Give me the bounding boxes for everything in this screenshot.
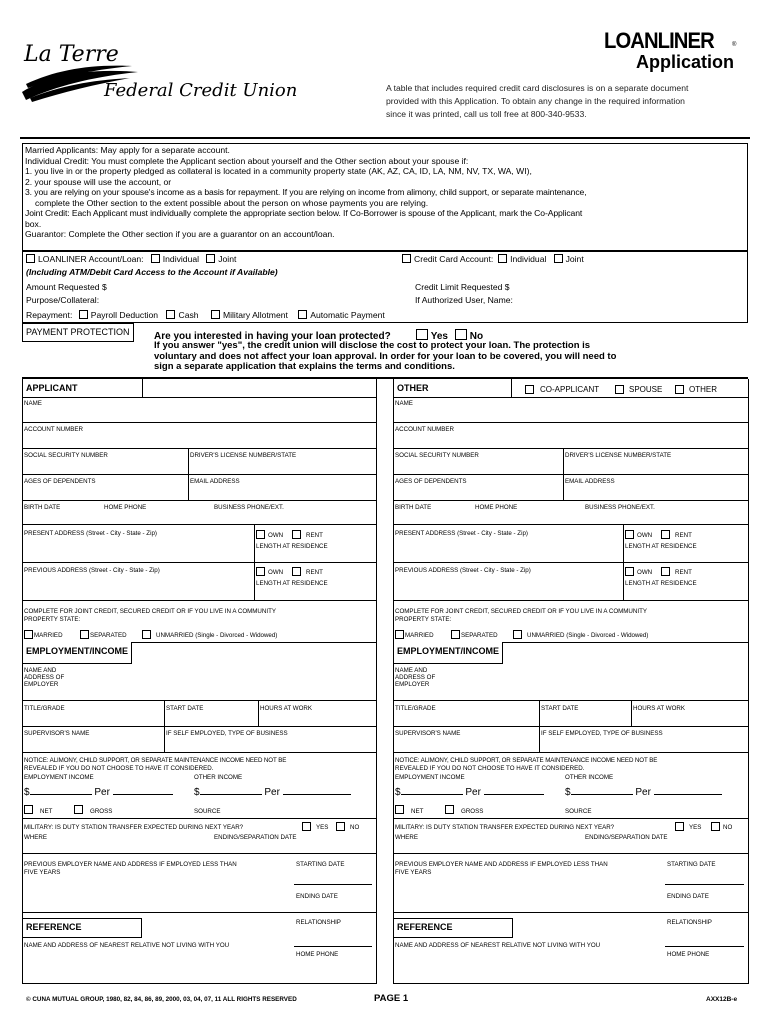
married-label: MARRIED [34, 632, 63, 639]
brand-tm: ® [732, 42, 737, 48]
notice-line-1: NOTICE: ALIMONY, CHILD SUPPORT, OR SEPARATE MAINTENANCE INCOME NEED NOT BE [24, 757, 287, 764]
co-applicant-label: CO-APPLICANT [540, 385, 600, 394]
cc-individual-label: Individual [510, 254, 547, 264]
business-phone-label: BUSINESS PHONE/EXT. [214, 504, 284, 511]
disclosure-line: since it was printed, call us toll free at 800-340-9533. [386, 109, 587, 119]
row-rule [393, 853, 748, 854]
net-checkbox[interactable] [24, 805, 33, 814]
disclosure-line: provided with this Application. To obtain any change in the required information [386, 96, 685, 106]
military-yes-label: YES [689, 824, 702, 831]
self-employed-label: IF SELF EMPLOYED, TYPE OF BUSINESS [541, 730, 663, 737]
individual-label: Individual [162, 254, 200, 264]
payroll-label: Payroll Deduction [90, 310, 159, 320]
employment-income-field[interactable]: $ Per [24, 787, 173, 798]
row-rule [22, 422, 376, 423]
repayment-row [26, 310, 385, 321]
notice-line-1: NOTICE: ALIMONY, CHILD SUPPORT, OR SEPARATE MAINTENANCE INCOME NEED NOT BE [395, 757, 658, 764]
military-label: MILITARY: IS DUTY STATION TRANSFER EXPECTED DURING NEXT YEAR? [395, 824, 615, 831]
employer-label: NAME AND ADDRESS OF EMPLOYER [395, 667, 436, 688]
spouse-checkbox[interactable] [615, 385, 624, 394]
loanliner-label: LOANLINER Account/Loan: [38, 254, 144, 264]
supervisor-field[interactable] [395, 737, 537, 751]
reference-home-phone-label: HOME PHONE [667, 951, 710, 958]
account-number-label: ACCOUNT NUMBER [24, 426, 84, 433]
column-right-border [748, 379, 749, 984]
title-grade-label: TITLE/GRADE [395, 705, 436, 712]
col-rule [563, 448, 564, 474]
other-heading: OTHER [397, 383, 429, 393]
payment-protection-heading: PAYMENT PROTECTION [22, 323, 134, 342]
row-rule [22, 500, 376, 501]
unmarried-label: UNMARRIED (Single - Divorced - Widowed) [527, 632, 649, 639]
col-rule [623, 562, 624, 600]
atm-note: (Including ATM/Debit Card Access to the Account if Available) [26, 267, 278, 277]
supervisor-field[interactable] [24, 737, 162, 751]
cc-joint-checkbox[interactable] [554, 254, 563, 263]
relationship-rule [665, 946, 744, 947]
previous-length-field[interactable] [625, 588, 746, 598]
separated-checkbox[interactable] [80, 630, 89, 639]
ssn-field[interactable] [24, 459, 186, 473]
cc-individual-checkbox[interactable] [498, 254, 507, 263]
ages-field[interactable] [395, 485, 561, 499]
reference-home-phone-label: HOME PHONE [296, 951, 339, 958]
previous-address-label: PREVIOUS ADDRESS (Street - City - State - Zip) [24, 567, 160, 574]
protection-yes-checkbox[interactable] [416, 329, 428, 340]
col-rule [539, 700, 540, 726]
present-length-label: LENGTH AT RESIDENCE [625, 543, 697, 550]
birth-date-field[interactable] [395, 511, 465, 523]
self-employed-label: IF SELF EMPLOYED, TYPE OF BUSINESS [166, 730, 288, 737]
military-allotment-checkbox[interactable] [211, 310, 220, 319]
intro-line: Married Applicants: May apply for a separate account. [25, 145, 230, 155]
gross-label: GROSS [461, 808, 484, 815]
ages-label: AGES OF DEPENDENTS [24, 478, 96, 485]
supervisor-label: SUPERVISOR'S NAME [24, 730, 90, 737]
employer-label: NAME AND ADDRESS OF EMPLOYER [24, 667, 65, 688]
intro-text [25, 145, 747, 240]
applicant-heading: APPLICANT [26, 383, 78, 393]
ssn-label: SOCIAL SECURITY NUMBER [24, 452, 108, 459]
row-rule [22, 562, 376, 563]
form-code: AXX12B-e [706, 996, 738, 1003]
present-length-label: LENGTH AT RESIDENCE [256, 543, 328, 550]
reference-field[interactable] [395, 950, 661, 982]
present-address-label: PRESENT ADDRESS (Street - City - State - Zip) [24, 530, 157, 537]
previous-address-field[interactable] [24, 575, 250, 599]
prev-employer-label-2: FIVE YEARS [395, 869, 432, 876]
credit-card-label: Credit Card Account: [414, 254, 494, 264]
brand-text: LOANLINER [604, 28, 714, 53]
relationship-label: RELATIONSHIP [667, 919, 712, 926]
disclosure-line: A table that includes required credit card disclosures is on a separate document [386, 83, 689, 93]
row-rule [393, 448, 748, 449]
present-rent-label: RENT [306, 532, 323, 539]
row-rule [22, 912, 376, 913]
page-number: PAGE 1 [374, 993, 409, 1004]
hours-label: HOURS AT WORK [633, 705, 686, 712]
col-rule [188, 448, 189, 474]
col-rule [254, 524, 255, 562]
previous-length-label: LENGTH AT RESIDENCE [625, 580, 697, 587]
col-rule [563, 474, 564, 500]
home-phone-label: HOME PHONE [104, 504, 147, 511]
email-label: EMAIL ADDRESS [565, 478, 615, 485]
protection-text [154, 341, 616, 373]
row-rule [393, 562, 748, 563]
intro-line: 3. you are relying on your spouse's income as a basis for repayment. If you are relying on income from alimony, child support, or separate maintenance, [25, 187, 587, 197]
starting-date-rule [665, 884, 744, 885]
previous-rent-label: RENT [306, 569, 323, 576]
dl-label: DRIVER'S LICENSE NUMBER/STATE [565, 452, 672, 459]
repayment-label: Repayment: [26, 310, 73, 320]
col-rule [164, 700, 165, 726]
relationship-rule [294, 946, 372, 947]
supervisor-label: SUPERVISOR'S NAME [395, 730, 461, 737]
protection-no-label: No [469, 331, 484, 342]
row-rule [393, 524, 748, 525]
business-phone-field[interactable] [585, 511, 744, 523]
military-yes-label: YES [316, 824, 329, 831]
military-no-checkbox[interactable] [336, 822, 345, 831]
row-rule [22, 448, 376, 449]
unmarried-label: UNMARRIED (Single - Divorced - Widowed) [156, 632, 278, 639]
starting-date-label: STARTING DATE [296, 861, 345, 868]
where-label: WHERE [395, 834, 419, 841]
row-rule [393, 700, 748, 701]
home-phone-field[interactable] [475, 511, 575, 523]
relationship-label: RELATIONSHIP [296, 919, 341, 926]
starting-date-label: STARTING DATE [667, 861, 716, 868]
present-own-label: OWN [637, 532, 653, 539]
dl-field[interactable] [565, 459, 746, 473]
previous-rent-label: RENT [675, 569, 692, 576]
married-label: MARRIED [405, 632, 434, 639]
military-label: MILITARY: IS DUTY STATION TRANSFER EXPECTED DURING NEXT YEAR? [24, 824, 244, 831]
military-yes-checkbox-o[interactable] [675, 822, 684, 831]
reference-heading: REFERENCE [393, 918, 513, 938]
row-rule [22, 752, 376, 753]
row-rule [22, 600, 376, 601]
birth-date-field[interactable] [24, 511, 94, 523]
separated-label: SEPARATED [461, 632, 498, 639]
gross-label: GROSS [90, 808, 113, 815]
amount-requested[interactable]: Amount Requested $ [26, 282, 107, 292]
col-rule [623, 524, 624, 562]
ssn-label: SOCIAL SECURITY NUMBER [395, 452, 479, 459]
other-income-field[interactable]: $ Per [194, 787, 351, 798]
authorized-user[interactable]: If Authorized User, Name: [415, 295, 513, 305]
home-phone-label: HOME PHONE [475, 504, 518, 511]
reference-heading: REFERENCE [22, 918, 142, 938]
title-grade-field[interactable] [24, 712, 162, 724]
military-allotment-label: Military Allotment [222, 310, 288, 320]
cc-joint-label: Joint [565, 254, 584, 264]
separated-label: SEPARATED [90, 632, 127, 639]
col-rule [539, 726, 540, 752]
joint-note-2: PROPERTY STATE: [24, 616, 81, 623]
business-phone-label: BUSINESS PHONE/EXT. [585, 504, 655, 511]
other-option-label: OTHER [689, 385, 717, 394]
title-grade-label: TITLE/GRADE [24, 705, 65, 712]
row-rule [393, 397, 748, 398]
previous-own-checkbox[interactable] [256, 567, 265, 576]
email-field[interactable] [190, 485, 374, 499]
previous-own-checkbox[interactable] [625, 567, 634, 576]
section-top-rule [22, 377, 748, 379]
doc-title: Application [636, 52, 734, 72]
protection-yes-label: Yes [430, 331, 448, 342]
hours-field[interactable] [633, 712, 746, 724]
ending-date-label: ENDING DATE [296, 893, 338, 900]
prev-employer-label-1: PREVIOUS EMPLOYER NAME AND ADDRESS IF EMPLOYED LESS THAN [24, 861, 237, 868]
row-rule [22, 474, 376, 475]
ages-label: AGES OF DEPENDENTS [395, 478, 467, 485]
other-income-label: OTHER INCOME [565, 774, 614, 781]
start-date-label: START DATE [166, 705, 204, 712]
logo-line1: La Terre [24, 42, 119, 67]
present-own-label: OWN [268, 532, 284, 539]
military-no-label: NO [350, 824, 360, 831]
intro-line: Individual Credit: You must complete the Applicant section about yourself and the Other section about your spouse if: [25, 155, 469, 166]
employer-field[interactable] [72, 665, 372, 699]
home-phone-field[interactable] [104, 511, 204, 523]
where-field[interactable] [24, 842, 374, 852]
present-own-checkbox[interactable] [256, 530, 265, 539]
present-rent-checkbox[interactable] [292, 530, 301, 539]
col-rule [254, 562, 255, 600]
previous-own-label: OWN [268, 569, 284, 576]
joint-label: Joint [218, 254, 237, 264]
name-label: NAME [24, 400, 42, 407]
automatic-payment-label: Automatic Payment [310, 310, 385, 320]
purpose-collateral[interactable]: Purpose/Collateral: [26, 295, 100, 305]
name-label: NAME [395, 400, 413, 407]
previous-address-label: PREVIOUS ADDRESS (Street - City - State - Zip) [395, 567, 531, 574]
married-checkbox[interactable] [395, 630, 404, 639]
row-rule [393, 600, 748, 601]
row-rule [393, 474, 748, 475]
credit-union-logo [20, 30, 310, 110]
protection-line: voluntary and does not affect your loan approval. In order for your loan to be covered, you will need to [154, 350, 617, 362]
intro-line: Joint Credit: Each Applicant must individually complete the appropriate section below. If Co-Borrower is spouse of the Applicant, mark the Co-Applicant [25, 208, 583, 218]
row-rule [22, 397, 376, 398]
present-rent-checkbox[interactable] [661, 530, 670, 539]
col-rule [188, 474, 189, 500]
hours-label: HOURS AT WORK [260, 705, 313, 712]
cash-checkbox[interactable] [166, 310, 175, 319]
protection-line: If you answer "yes", the credit union will disclose the cost to protect your loan. The protection is [154, 340, 591, 351]
married-checkbox[interactable] [24, 630, 33, 639]
prev-employer-label-1: PREVIOUS EMPLOYER NAME AND ADDRESS IF EMPLOYED LESS THAN [395, 861, 608, 868]
nearest-relative-label: NAME AND ADDRESS OF NEAREST RELATIVE NOT LIVING WITH YOU [395, 942, 601, 949]
protection-question-text: Are you interested in having your loan protected? [154, 331, 391, 342]
row-rule [393, 500, 748, 501]
employment-income-label: EMPLOYMENT INCOME [395, 774, 465, 781]
header-rule [20, 137, 750, 139]
ending-separation-label: ENDING/SEPARATION DATE [585, 834, 668, 841]
intro-line: box. [25, 218, 42, 229]
joint-checkbox[interactable] [206, 254, 215, 263]
gross-checkbox[interactable] [74, 805, 83, 814]
column-right-border [376, 379, 377, 984]
row-rule [393, 422, 748, 423]
previous-rent-checkbox[interactable] [292, 567, 301, 576]
copyright: © CUNA MUTUAL GROUP, 1980, 82, 84, 86, 89, 2000, 03, 04, 07, 11 ALL RIGHTS RESERVED [26, 996, 297, 1003]
account-number-field[interactable] [24, 433, 374, 447]
payroll-checkbox[interactable] [79, 310, 88, 319]
net-checkbox[interactable] [395, 805, 404, 814]
logo-line2: Federal Credit Union [104, 80, 298, 101]
col-rule [631, 700, 632, 726]
prev-employer-field[interactable] [395, 877, 661, 907]
military-yes-checkbox[interactable] [302, 822, 311, 831]
present-address-field[interactable] [395, 538, 619, 562]
unmarried-checkbox[interactable] [142, 630, 151, 639]
previous-own-label: OWN [637, 569, 653, 576]
net-label: NET [40, 808, 53, 815]
self-employed-field[interactable] [166, 737, 374, 751]
gross-checkbox[interactable] [445, 805, 454, 814]
name-field[interactable] [395, 407, 746, 421]
col-rule [511, 379, 512, 397]
email-field[interactable] [565, 485, 746, 499]
row-rule [22, 853, 376, 854]
net-label: NET [411, 808, 424, 815]
present-length-field[interactable] [625, 551, 746, 561]
co-applicant-checkbox[interactable] [525, 385, 534, 394]
where-field[interactable] [395, 842, 746, 852]
present-own-checkbox[interactable] [625, 530, 634, 539]
employment-income-label: EMPLOYMENT INCOME [24, 774, 94, 781]
self-employed-field[interactable] [541, 737, 746, 751]
row-rule [393, 726, 748, 727]
present-address-label: PRESENT ADDRESS (Street - City - State - Zip) [395, 530, 528, 537]
joint-note-2: PROPERTY STATE: [395, 616, 452, 623]
where-label: WHERE [24, 834, 48, 841]
row-rule [22, 726, 376, 727]
row-rule [393, 818, 748, 819]
row-rule [22, 524, 376, 525]
row-rule [393, 912, 748, 913]
name-field[interactable] [24, 407, 374, 421]
other-checkbox[interactable] [675, 385, 684, 394]
birth-date-label: BIRTH DATE [395, 504, 432, 511]
col-rule [164, 726, 165, 752]
start-date-label: START DATE [541, 705, 579, 712]
start-date-field[interactable] [541, 712, 629, 724]
other-income-field[interactable]: $ Per [565, 787, 722, 798]
notice-line-2: REVEALED IF YOU DO NOT CHOOSE TO HAVE IT CONSIDERED. [395, 765, 585, 772]
ending-date-label: ENDING DATE [667, 893, 709, 900]
employment-heading: EMPLOYMENT/INCOME [22, 642, 132, 664]
column-bottom-rule [22, 983, 376, 984]
row-rule [22, 818, 376, 819]
intro-line: complete the Other section to the extent possible about the person on whose payments you are relying. [35, 197, 429, 208]
column-bottom-rule [393, 983, 748, 984]
unmarried-checkbox[interactable] [513, 630, 522, 639]
row-rule [22, 700, 376, 701]
email-label: EMAIL ADDRESS [190, 478, 240, 485]
brand-logo [600, 28, 750, 52]
automatic-payment-checkbox[interactable] [298, 310, 307, 319]
dl-label: DRIVER'S LICENSE NUMBER/STATE [190, 452, 297, 459]
previous-length-field[interactable] [256, 588, 374, 598]
business-phone-field[interactable] [214, 511, 372, 523]
intro-line: 1. you live in or the property pledged as collateral is located in a community property state (AK, AZ, CA, ID, LA, NM, NV, TX, WA, WI), [25, 166, 532, 176]
account-number-field[interactable] [395, 433, 746, 447]
previous-rent-checkbox[interactable] [661, 567, 670, 576]
start-date-field[interactable] [166, 712, 256, 724]
intro-line: 2. your spouse will use the account, or [25, 176, 172, 187]
previous-address-field[interactable] [395, 575, 619, 599]
protection-no-checkbox[interactable] [455, 329, 467, 340]
military-no-checkbox-o[interactable] [711, 822, 720, 831]
separated-checkbox[interactable] [451, 630, 460, 639]
birth-date-label: BIRTH DATE [24, 504, 61, 511]
disclosure-text [386, 82, 688, 121]
employer-field[interactable] [443, 665, 744, 699]
employment-heading: EMPLOYMENT/INCOME [393, 642, 503, 664]
ending-separation-label: ENDING/SEPARATION DATE [214, 834, 297, 841]
previous-length-label: LENGTH AT RESIDENCE [256, 580, 328, 587]
hours-field[interactable] [260, 712, 374, 724]
protection-line: sign a separate application that explains the terms and conditions. [154, 361, 455, 372]
notice-line-2: REVEALED IF YOU DO NOT CHOOSE TO HAVE IT CONSIDERED. [24, 765, 214, 772]
dl-field[interactable] [190, 459, 374, 473]
row-rule [393, 752, 748, 753]
prev-employer-label-2: FIVE YEARS [24, 869, 61, 876]
col-rule [142, 379, 143, 397]
spouse-label: SPOUSE [629, 385, 663, 394]
title-grade-field[interactable] [395, 712, 537, 724]
account-number-label: ACCOUNT NUMBER [395, 426, 455, 433]
military-no-label: NO [723, 824, 733, 831]
cash-label: Cash [178, 310, 199, 320]
credit-card-checkbox[interactable] [402, 254, 411, 263]
loanliner-row [26, 254, 236, 265]
individual-checkbox[interactable] [151, 254, 160, 263]
other-income-label: OTHER INCOME [194, 774, 243, 781]
credit-card-row [402, 254, 584, 265]
col-rule [258, 700, 259, 726]
source-label: SOURCE [565, 808, 592, 815]
column-left-border [22, 379, 23, 984]
employment-income-field[interactable]: $ Per [395, 787, 544, 798]
column-left-border [393, 379, 394, 984]
nearest-relative-label: NAME AND ADDRESS OF NEAREST RELATIVE NOT LIVING WITH YOU [24, 942, 230, 949]
source-label: SOURCE [194, 808, 221, 815]
ages-field[interactable] [24, 485, 186, 499]
joint-note-1: COMPLETE FOR JOINT CREDIT, SECURED CREDIT OR IF YOU LIVE IN A COMMUNITY [24, 608, 276, 615]
present-rent-label: RENT [675, 532, 692, 539]
joint-note-1: COMPLETE FOR JOINT CREDIT, SECURED CREDIT OR IF YOU LIVE IN A COMMUNITY [395, 608, 647, 615]
intro-line: Guarantor: Complete the Other section if you are a guarantor on an account/loan. [25, 229, 335, 239]
prev-employer-field[interactable] [24, 877, 290, 907]
ssn-field[interactable] [395, 459, 561, 473]
starting-date-rule [294, 884, 372, 885]
present-length-field[interactable] [256, 551, 374, 561]
reference-field[interactable] [24, 950, 290, 982]
loanliner-checkbox[interactable] [26, 254, 35, 263]
credit-limit[interactable]: Credit Limit Requested $ [415, 282, 510, 292]
present-address-field[interactable] [24, 538, 250, 562]
